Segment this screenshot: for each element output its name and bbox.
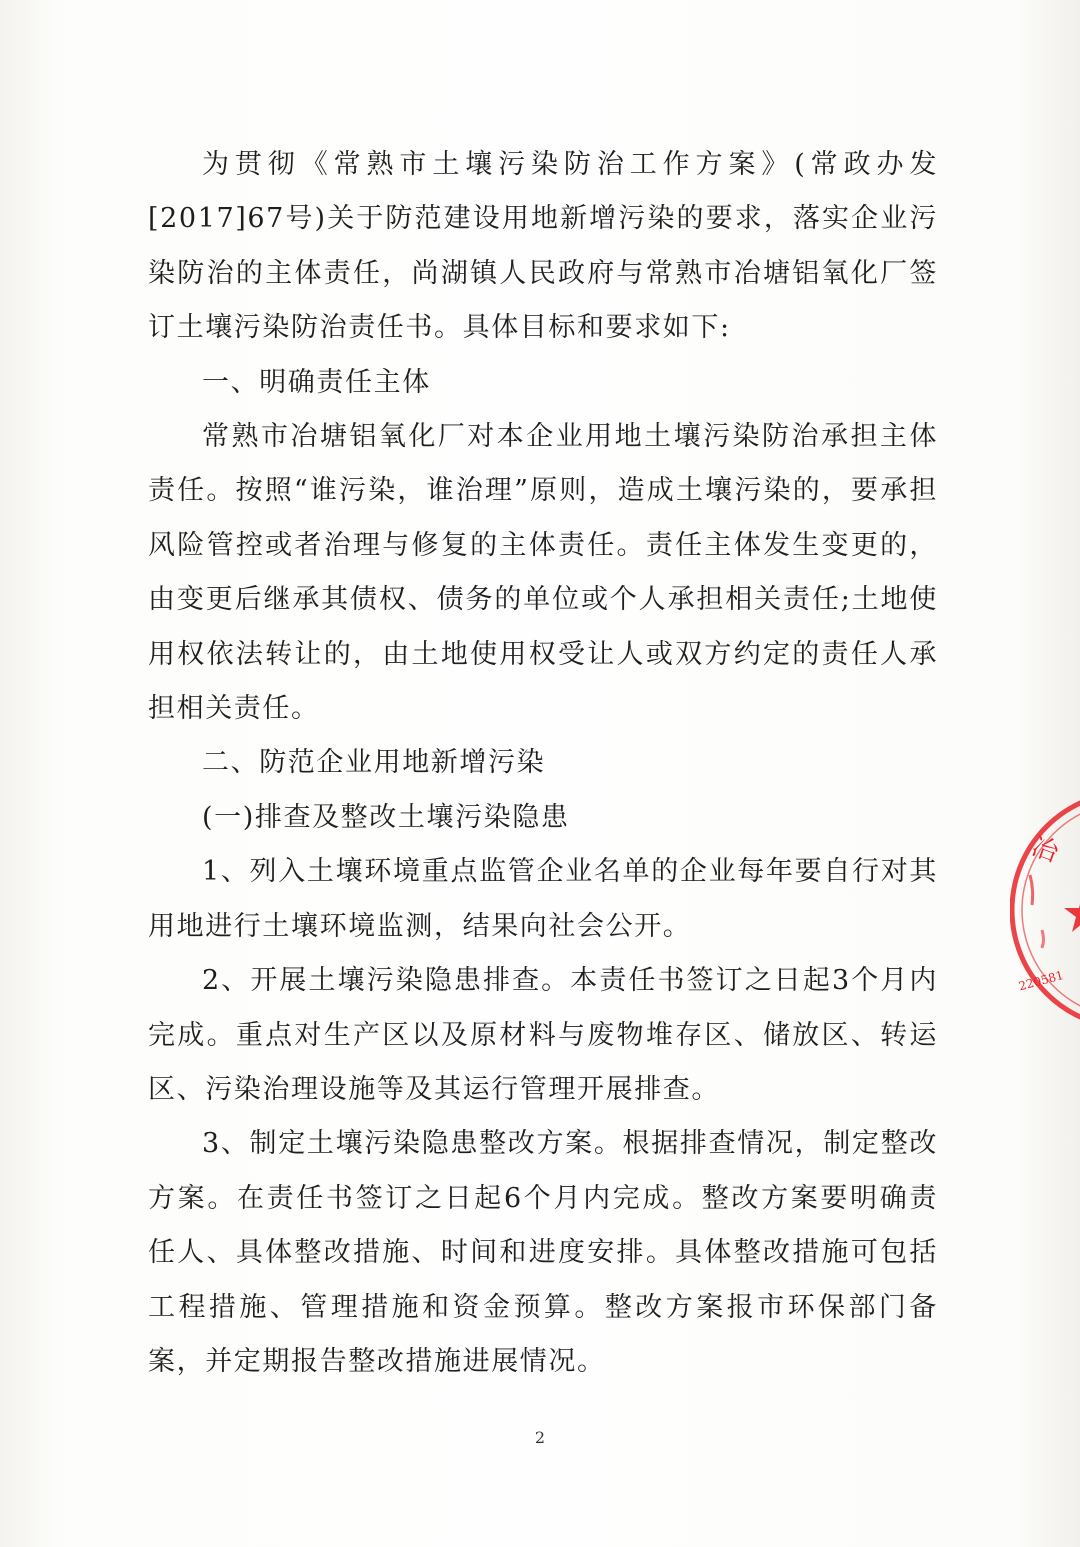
heading-section-1: 一、明确责任主体 (202, 366, 431, 398)
body-text (148, 138, 938, 1389)
page-number: 2 (534, 1428, 546, 1447)
heading-subsection-1: (一)排查及整改土壤污染隐患 (202, 801, 570, 833)
list-item-3: 3、制定土壤污染隐患整改方案。根据排查情况，制定整改方案。在责任书签订之日起6个月内完成。整改方案要明确责任人、具体整改措施、时间和进度安排。具体整改措施可包括工程措施、管理措施和资金预算。整改方案报市环保部门备案，并定期报告整改措施进展情况。 (148, 1128, 938, 1377)
official-seal-stamp (1010, 780, 1080, 1040)
seal-code: 220581 (1017, 968, 1066, 994)
paragraph-intro: 为贯彻《常熟市土壤污染防治工作方案》(常政办发[2017]67号)关于防范建设用地新增污染的要求，落实企业污染防治的主体责任，尚湖镇人民政府与常熟市冶塘铝氧化厂签订土壤污染防治责任书。具体目标和要求如下: (148, 149, 938, 344)
paragraph-section-1: 常熟市冶塘铝氧化厂对本企业用地土壤污染防治承担主体责任。按照“谁污染，谁治理”原则，造成土壤污染的，要承担风险管控或者治理与修复的主体责任。责任主体发生变更的，由变更后继承其债权、债务的单位或个人承担相关责任;土地使用权依法转让的，由土地使用权受让人或双方约定的责任人承担相关责任。 (148, 421, 938, 725)
list-item-1: 1、列入土壤环境重点监管企业名单的企业每年要自行对其用地进行土壤环境监测，结果向社会公开。 (148, 856, 938, 942)
list-item-2: 2、开展土壤污染隐患排查。本责任书签订之日起3个月内完成。重点对生产区以及原材料与废物堆存区、储放区、转运区、污染治理设施等及其运行管理开展排查。 (148, 965, 938, 1105)
seal-graphic (1010, 780, 1080, 1040)
heading-section-2: 二、防范企业用地新增污染 (202, 747, 546, 779)
seal-character: 冶 (1027, 831, 1063, 869)
